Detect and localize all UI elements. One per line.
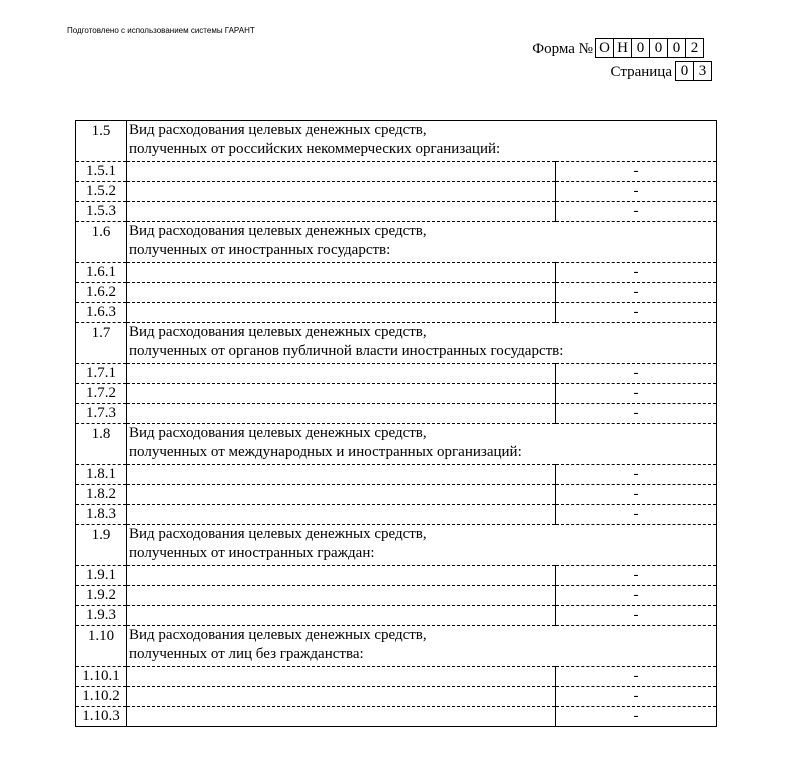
- section-row: [76, 626, 717, 667]
- page-number-cell: 0: [675, 61, 694, 81]
- item-description-field[interactable]: [127, 606, 556, 626]
- section-title-line2: полученных от лиц без гражданства:: [129, 646, 364, 662]
- item-number: 1.7.2: [76, 384, 127, 404]
- section-title: [127, 121, 717, 162]
- item-description-field[interactable]: [127, 202, 556, 222]
- item-description-field[interactable]: [127, 586, 556, 606]
- item-row: [76, 202, 717, 222]
- item-value-field[interactable]: -: [556, 283, 717, 303]
- item-value-field[interactable]: -: [556, 162, 717, 182]
- item-description-field[interactable]: [127, 404, 556, 424]
- item-value-field[interactable]: -: [556, 586, 717, 606]
- section-title: [127, 222, 717, 263]
- expenditure-table: [75, 120, 717, 727]
- section-title: [127, 626, 717, 667]
- form-code-cell: 2: [685, 38, 704, 58]
- item-row: [76, 667, 717, 687]
- item-description-field[interactable]: [127, 667, 556, 687]
- section-number: 1.10: [76, 626, 127, 667]
- item-value-field[interactable]: -: [556, 687, 717, 707]
- item-description-field[interactable]: [127, 283, 556, 303]
- item-description-field[interactable]: [127, 707, 556, 727]
- section-row: [76, 323, 717, 364]
- section-title-line1: Вид расходования целевых денежных средств,: [129, 526, 427, 542]
- form-number-label: Форма №: [532, 41, 593, 57]
- item-number: 1.6.1: [76, 263, 127, 283]
- item-description-field[interactable]: [127, 303, 556, 323]
- section-title-line1: Вид расходования целевых денежных средств,: [129, 324, 427, 340]
- section-number: 1.8: [76, 424, 127, 465]
- item-value-field[interactable]: -: [556, 606, 717, 626]
- item-row: [76, 465, 717, 485]
- item-number: 1.8.2: [76, 485, 127, 505]
- item-description-field[interactable]: [127, 364, 556, 384]
- item-number: 1.8.1: [76, 465, 127, 485]
- item-value-field[interactable]: -: [556, 263, 717, 283]
- section-title: [127, 323, 717, 364]
- item-number: 1.5.3: [76, 202, 127, 222]
- item-row: [76, 182, 717, 202]
- item-value-field[interactable]: -: [556, 384, 717, 404]
- item-number: 1.5.1: [76, 162, 127, 182]
- item-description-field[interactable]: [127, 162, 556, 182]
- item-number: 1.6.3: [76, 303, 127, 323]
- item-row: [76, 384, 717, 404]
- item-number: 1.6.2: [76, 283, 127, 303]
- form-code-cell: 0: [631, 38, 650, 58]
- item-description-field[interactable]: [127, 263, 556, 283]
- item-row: [76, 283, 717, 303]
- item-row: [76, 687, 717, 707]
- item-number: 1.7.1: [76, 364, 127, 384]
- item-description-field[interactable]: [127, 505, 556, 525]
- item-value-field[interactable]: -: [556, 667, 717, 687]
- page-number-cell: 3: [693, 61, 712, 81]
- section-title-line2: полученных от международных и иностранных организаций:: [129, 444, 522, 460]
- item-value-field[interactable]: -: [556, 202, 717, 222]
- item-row: [76, 364, 717, 384]
- section-title-line1: Вид расходования целевых денежных средств,: [129, 627, 427, 643]
- section-row: [76, 424, 717, 465]
- form-code-cell: 0: [649, 38, 668, 58]
- item-row: [76, 485, 717, 505]
- section-row: [76, 222, 717, 263]
- section-title-line1: Вид расходования целевых денежных средств,: [129, 223, 427, 239]
- item-row: [76, 606, 717, 626]
- item-row: [76, 707, 717, 727]
- item-number: 1.10.1: [76, 667, 127, 687]
- form-code-cell: 0: [667, 38, 686, 58]
- prepared-note: Подготовлено с использованием системы ГАРАНТ: [67, 26, 255, 35]
- item-description-field[interactable]: [127, 182, 556, 202]
- section-title: [127, 525, 717, 566]
- item-row: [76, 505, 717, 525]
- item-value-field[interactable]: -: [556, 364, 717, 384]
- item-description-field[interactable]: [127, 566, 556, 586]
- section-title-line2: полученных от иностранных государств:: [129, 242, 391, 258]
- item-number: 1.7.3: [76, 404, 127, 424]
- section-title-line1: Вид расходования целевых денежных средств,: [129, 425, 427, 441]
- section-title: [127, 424, 717, 465]
- item-value-field[interactable]: -: [556, 485, 717, 505]
- item-number: 1.9.1: [76, 566, 127, 586]
- section-number: 1.5: [76, 121, 127, 162]
- item-number: 1.9.2: [76, 586, 127, 606]
- item-value-field[interactable]: -: [556, 182, 717, 202]
- item-value-field[interactable]: -: [556, 505, 717, 525]
- page-number-label: Страница: [610, 64, 672, 80]
- item-value-field[interactable]: -: [556, 465, 717, 485]
- item-number: 1.10.3: [76, 707, 127, 727]
- item-description-field[interactable]: [127, 465, 556, 485]
- form-code-cells: [595, 38, 703, 58]
- section-title-line2: полученных от органов публичной власти иностранных государств:: [129, 343, 564, 359]
- item-number: 1.10.2: [76, 687, 127, 707]
- item-number: 1.5.2: [76, 182, 127, 202]
- item-row: [76, 162, 717, 182]
- section-row: [76, 525, 717, 566]
- page-number-cells: [675, 61, 711, 81]
- item-row: [76, 586, 717, 606]
- item-description-field[interactable]: [127, 687, 556, 707]
- item-row: [76, 404, 717, 424]
- section-title-line2: полученных от российских некоммерческих организаций:: [129, 141, 501, 157]
- form-code-cell: О: [595, 38, 614, 58]
- section-row: [76, 121, 717, 162]
- item-row: [76, 303, 717, 323]
- item-description-field[interactable]: [127, 384, 556, 404]
- section-title-line2: полученных от иностранных граждан:: [129, 545, 375, 561]
- item-number: 1.9.3: [76, 606, 127, 626]
- item-description-field[interactable]: [127, 485, 556, 505]
- item-value-field[interactable]: -: [556, 566, 717, 586]
- section-number: 1.7: [76, 323, 127, 364]
- section-number: 1.9: [76, 525, 127, 566]
- section-number: 1.6: [76, 222, 127, 263]
- item-number: 1.8.3: [76, 505, 127, 525]
- form-code-cell: Н: [613, 38, 632, 58]
- item-value-field[interactable]: -: [556, 404, 717, 424]
- item-row: [76, 566, 717, 586]
- item-value-field[interactable]: -: [556, 707, 717, 727]
- item-value-field[interactable]: -: [556, 303, 717, 323]
- section-title-line1: Вид расходования целевых денежных средств,: [129, 122, 427, 138]
- item-row: [76, 263, 717, 283]
